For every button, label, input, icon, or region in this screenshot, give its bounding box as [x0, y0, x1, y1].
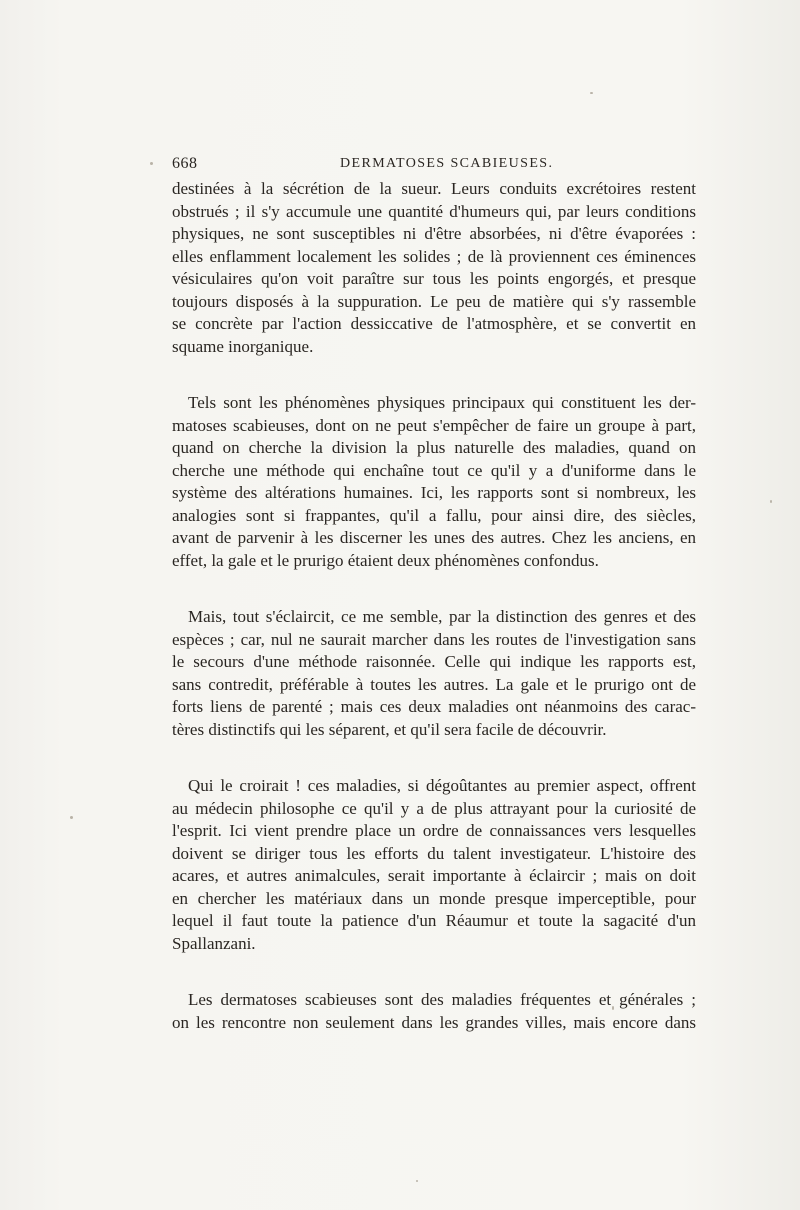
- text-line: cherche une méthode qui enchaîne tout ce qu'il y a d'uniforme dans le: [172, 460, 696, 480]
- text-line: le secours d'une méthode raisonnée. Celle qui indique les rapports est,: [172, 652, 696, 671]
- text-line: au médecin philosophe ce qu'il y a de plus attrayant pour la curiosité de: [172, 798, 696, 818]
- paragraph-1: [172, 178, 696, 358]
- text-line: doivent se diriger tous les efforts du talent investigateur. L'histoire des: [172, 843, 696, 863]
- text-line: acares, et autres animalcules, serait importante à éclaircir ; mais on doit: [172, 866, 696, 885]
- text-line: obstrués ; il s'y accumule une quantité d'humeurs qui, par leurs conditions: [172, 201, 696, 221]
- text-line: analogies sont si frappantes, qu'il a fallu, pour ainsi dire, des siècles,: [172, 505, 696, 525]
- running-title: DERMATOSES SCABIEUSES.: [340, 156, 554, 171]
- text-line: Les dermatoses scabieuses sont des maladies fréquentes et générales ;: [188, 990, 696, 1009]
- text-line: quand on cherche la division la plus naturelle des maladies, quand on: [172, 438, 696, 457]
- text-line: l'esprit. Ici vient prendre place un ordre de connaissances vers lesquelles: [172, 821, 696, 840]
- text-line: matoses scabieuses, dont on ne peut s'empêcher de faire un groupe à part,: [172, 415, 696, 435]
- text-line: forts liens de parenté ; mais ces deux maladies ont néanmoins des carac-: [172, 697, 696, 716]
- text-line: Qui le croirait ! ces maladies, si dégoûtantes au premier aspect, offrent: [188, 776, 696, 795]
- text-line: avant de parvenir à les discerner les unes des autres. Chez les anciens, en: [172, 528, 696, 547]
- text-line: squame inorganique.: [172, 336, 314, 356]
- text-line: système des altérations humaines. Ici, les rapports sont si nombreux, les: [172, 483, 696, 502]
- text-line: Tels sont les phénomènes physiques principaux qui constituent les der-: [188, 393, 696, 412]
- text-line: se concrète par l'action dessiccative de l'atmosphère, et se convertit en: [172, 314, 696, 333]
- text-line: elles enflamment localement les solides ; de là proviennent ces éminences: [172, 246, 696, 266]
- text-line: espèces ; car, nul ne saurait marcher dans les routes de l'investigation sans: [172, 629, 696, 649]
- page-header: [172, 155, 696, 179]
- text-line: effet, la gale et le prurigo étaient deux phénomènes confondus.: [172, 550, 599, 570]
- text-line: tères distinctifs qui les séparent, et qu'il sera facile de découvrir.: [172, 719, 607, 739]
- text-line: lequel il faut toute la patience d'un Réaumur et toute la sagacité d'un: [172, 911, 696, 930]
- text-line: destinées à la sécrétion de la sueur. Leurs conduits excrétoires restent: [172, 179, 696, 198]
- text-line: Spallanzani.: [172, 933, 256, 953]
- text-line: sans contredit, préférable à toutes les autres. La gale et le prurigo ont de: [172, 674, 696, 694]
- text-line: on les rencontre non seulement dans les grandes villes, mais encore dans: [172, 1012, 696, 1032]
- paragraph-2: [172, 392, 696, 572]
- page-number: 668: [172, 155, 198, 172]
- text-line: physiques, ne sont susceptibles ni d'être absorbées, ni d'être évaporées :: [172, 224, 696, 243]
- text-line: en chercher les matériaux dans un monde presque imperceptible, pour: [172, 888, 696, 908]
- paragraph-3: [172, 606, 696, 741]
- paragraph-4: [172, 775, 696, 955]
- body-text: [172, 178, 696, 1068]
- text-line: toujours disposés à la suppuration. Le peu de matière qui s'y rassemble: [172, 291, 696, 311]
- text-line: vésiculaires qu'on voit paraître sur tous les points engorgés, et presque: [172, 269, 696, 288]
- paragraph-5: [172, 989, 696, 1034]
- text-line: Mais, tout s'éclaircit, ce me semble, par la distinction des genres et des: [188, 607, 696, 626]
